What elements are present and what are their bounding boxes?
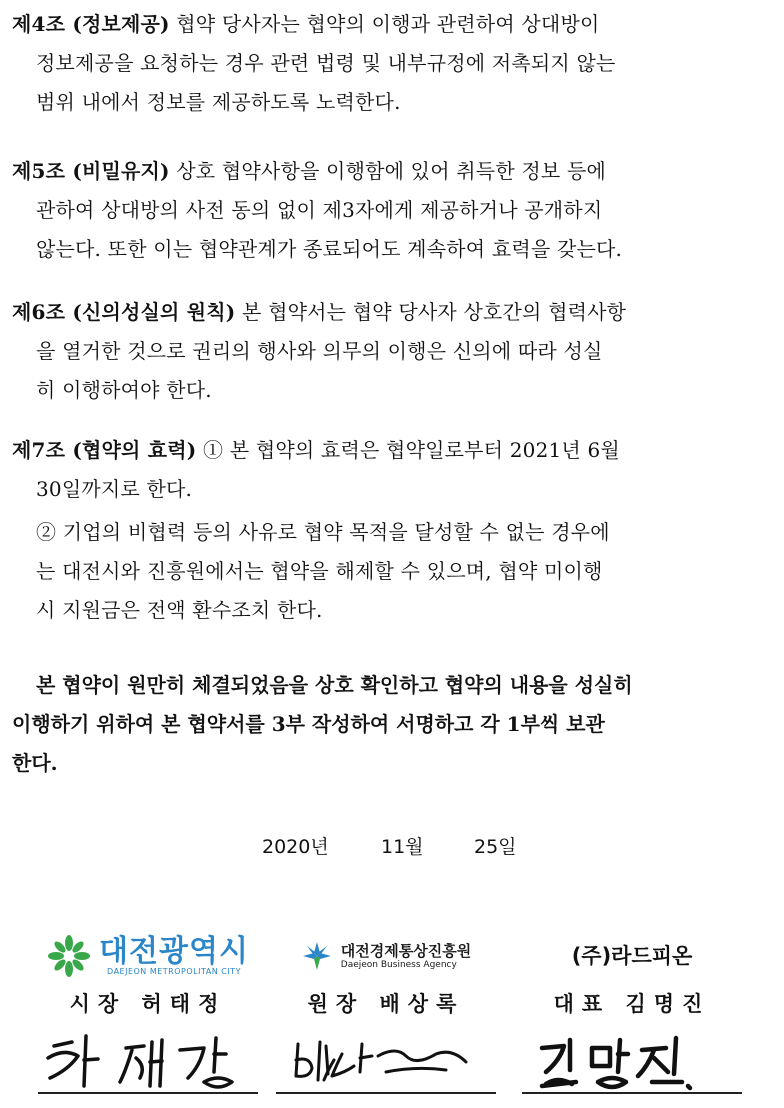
closing-line-2: 이행하기 위하여 본 협약서를 3부 작성하여 서명하고 각 1부씩 보관 xyxy=(12,712,605,736)
article-4-line-1 xyxy=(12,10,599,38)
article-7-text-1: ① 본 협약의 효력은 협약일로부터 2021년 6월 xyxy=(196,438,620,462)
article-7-line-5: 시 지원금은 전액 환수조치 한다. xyxy=(36,598,323,622)
article-7-line-4: 는 대전시와 진흥원에서는 협약을 해제할 수 있으며, 협약 미이행 xyxy=(36,559,603,583)
article-6-line-2: 을 열거한 것으로 권리의 행사와 의무의 이행은 신의에 따라 성실 xyxy=(36,339,603,363)
business-agency-signature xyxy=(266,1026,506,1098)
business-agency-name: 대전경제통상진흥원 xyxy=(340,941,472,960)
article-5-line-3: 않는다. 또한 이는 협약관계가 종료되어도 계속하여 효력을 갖는다. xyxy=(36,237,623,261)
handwritten-signature-3 xyxy=(512,1026,752,1098)
article-5-line-2: 관하여 상대방의 사전 동의 없이 제3자에게 제공하거나 공개하지 xyxy=(36,198,603,222)
radpion-signature xyxy=(512,1026,752,1098)
signatory-radpion xyxy=(512,930,752,1098)
closing-line-3: 한다. xyxy=(12,751,58,775)
radpion-signer-title: 대표 김명진 xyxy=(553,992,711,1016)
article-4-text-1: 협약 당사자는 협약의 이행과 관련하여 상대방이 xyxy=(169,12,600,36)
business-agency-signer-title: 원장 배상록 xyxy=(307,992,465,1016)
article-7-heading: 제7조 (협약의 효력) xyxy=(12,438,197,462)
signature-line-3 xyxy=(522,1092,742,1094)
article-5-line-1 xyxy=(12,157,606,185)
article-4-heading: 제4조 (정보제공) xyxy=(12,12,170,36)
daejeon-city-signer-title: 시장 허태정 xyxy=(69,992,227,1016)
business-agency-logo xyxy=(266,930,506,982)
signature-line-1 xyxy=(38,1092,258,1094)
article-7-line-1 xyxy=(12,436,620,464)
daejeon-city-name: 대전광역시 xyxy=(99,933,249,969)
article-4-line-3: 범위 내에서 정보를 제공하도록 노력한다. xyxy=(36,90,401,114)
daejeon-city-subtitle: DAEJEON METROPOLITAN CITY xyxy=(107,966,241,976)
article-6-text-1: 본 협약서는 협약 당사자 상호간의 협력사항 xyxy=(235,300,627,324)
article-6-heading: 제6조 (신의성실의 원칙) xyxy=(12,300,236,324)
business-agency-subtitle: Daejeon Business Agency xyxy=(340,959,457,970)
date-day: 25일 xyxy=(474,836,517,858)
signatory-business-agency xyxy=(266,930,506,1098)
handwritten-signature-2 xyxy=(266,1026,506,1098)
date-month: 11월 xyxy=(381,836,424,858)
date-year: 2020년 xyxy=(262,836,329,858)
article-6-line-1 xyxy=(12,298,626,326)
closing-line-1: 본 협약이 원만히 체결되었음을 상호 확인하고 협약의 내용을 성실히 xyxy=(36,673,633,697)
daejeon-city-signature xyxy=(28,1026,268,1098)
article-5-text-1: 상호 협약사항을 이행함에 있어 취득한 정보 등에 xyxy=(169,159,607,183)
article-7-line-3: ② 기업의 비협력 등의 사유로 협약 목적을 달성할 수 없는 경우에 xyxy=(36,520,610,544)
daejeon-city-logo xyxy=(28,930,268,982)
article-5-heading: 제5조 (비밀유지) xyxy=(12,159,170,183)
handwritten-signature-1 xyxy=(28,1026,268,1098)
article-4-line-2: 정보제공을 요청하는 경우 관련 법령 및 내부규정에 저촉되지 않는 xyxy=(36,51,616,75)
signature-line-2 xyxy=(276,1092,496,1094)
city-emblem-icon xyxy=(47,934,91,978)
article-6-line-3: 히 이행하여야 한다. xyxy=(36,378,212,402)
radpion-name: (주)라드피온 xyxy=(571,944,693,968)
article-7-line-2: 30일까지로 한다. xyxy=(36,477,193,501)
signatory-daejeon-city xyxy=(28,930,268,1098)
agency-emblem-icon xyxy=(301,940,333,972)
